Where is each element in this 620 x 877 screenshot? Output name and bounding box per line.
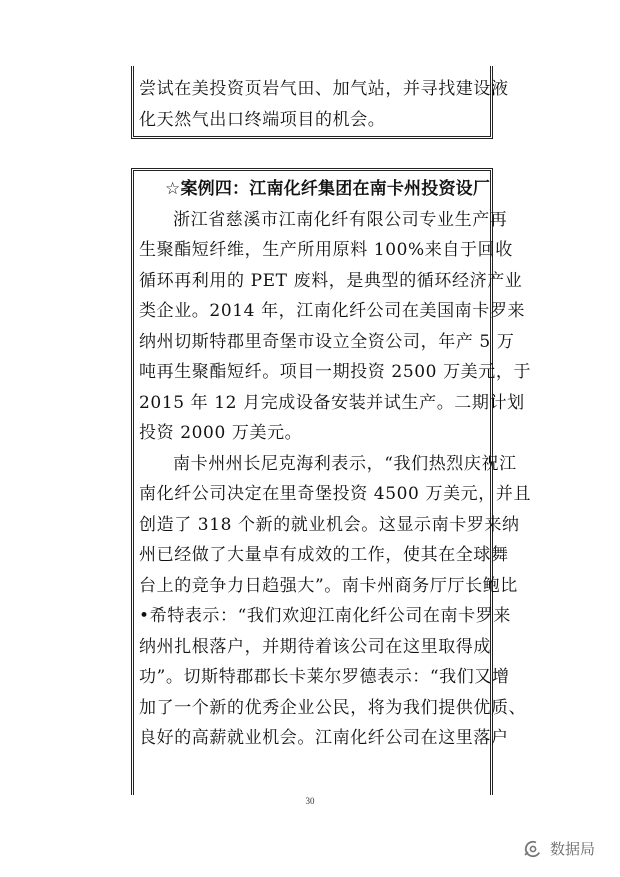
paragraph-line: 良好的高薪就业机会。江南化纤公司在这里落户 [139, 728, 509, 748]
paragraph-line: 台上的竞争力日趋强大”。南卡州商务厅厅长鲍比 [139, 575, 518, 596]
paragraph-line: 加了一个新的优秀企业公民，将为我们提供优质、 [139, 697, 527, 718]
source-watermark [522, 838, 595, 859]
watermark-text: 数据局 [550, 840, 596, 858]
page-number: 30 [305, 796, 315, 806]
paragraph-line: 创造了 318 个新的就业机会。这显示南卡罗来纳 [139, 514, 520, 535]
paragraph-line: 州已经做了大量卓有成效的工作，使其在全球舞 [139, 545, 509, 565]
paragraph-line: 纳州扎根落户，并期待着该公司在这里取得成 [139, 636, 491, 657]
top-text-box [131, 66, 509, 139]
paragraph-line: 2015 年 12 月完成设备安装并试生产。二期计划 [139, 392, 525, 413]
top-text-block [139, 74, 509, 135]
paragraph-line: 南卡州州长尼克海利表示，“我们热烈庆祝江 [173, 453, 517, 474]
paragraph-line: 功”。切斯特郡郡长卡莱尔罗德表示：“我们又增 [139, 667, 510, 687]
paragraph-line: 纳州切斯特郡里奇堡市设立全资公司，年产 5 万 [139, 331, 515, 352]
case-study-box [131, 168, 532, 795]
paragraph-line: 投资 2000 万美元。 [139, 423, 303, 443]
paragraph-line: 类企业。2014 年，江南化纤公司在美国南卡罗来 [139, 301, 526, 321]
case-study-content [139, 174, 532, 754]
paragraph-line: 吨再生聚酯短纤。项目一期投资 2500 万美元，于 [139, 362, 532, 382]
top-text-line-2: 化天然气出口终端项目的机会。 [139, 109, 386, 130]
case-study-title: ☆案例四：江南化纤集团在南卡州投资设厂 [165, 179, 491, 199]
paragraph-line: 生聚酯短纤维，生产所用原料 100%来自于回收 [139, 240, 513, 260]
paragraph-line: 南化纤公司决定在里奇堡投资 4500 万美元，并且 [139, 484, 532, 504]
paragraph-line: 循环再利用的 PET 废料，是典型的循环经济产业 [139, 270, 523, 291]
paragraph-line: 浙江省慈溪市江南化纤有限公司专业生产再 [173, 209, 508, 230]
wechat-official-account-icon [522, 840, 544, 858]
top-text-line-1: 尝试在美投资页岩气田、加气站，并寻找建设液 [139, 79, 509, 99]
paragraph-line: •希特表示：“我们欢迎江南化纤公司在南卡罗来 [139, 606, 511, 626]
